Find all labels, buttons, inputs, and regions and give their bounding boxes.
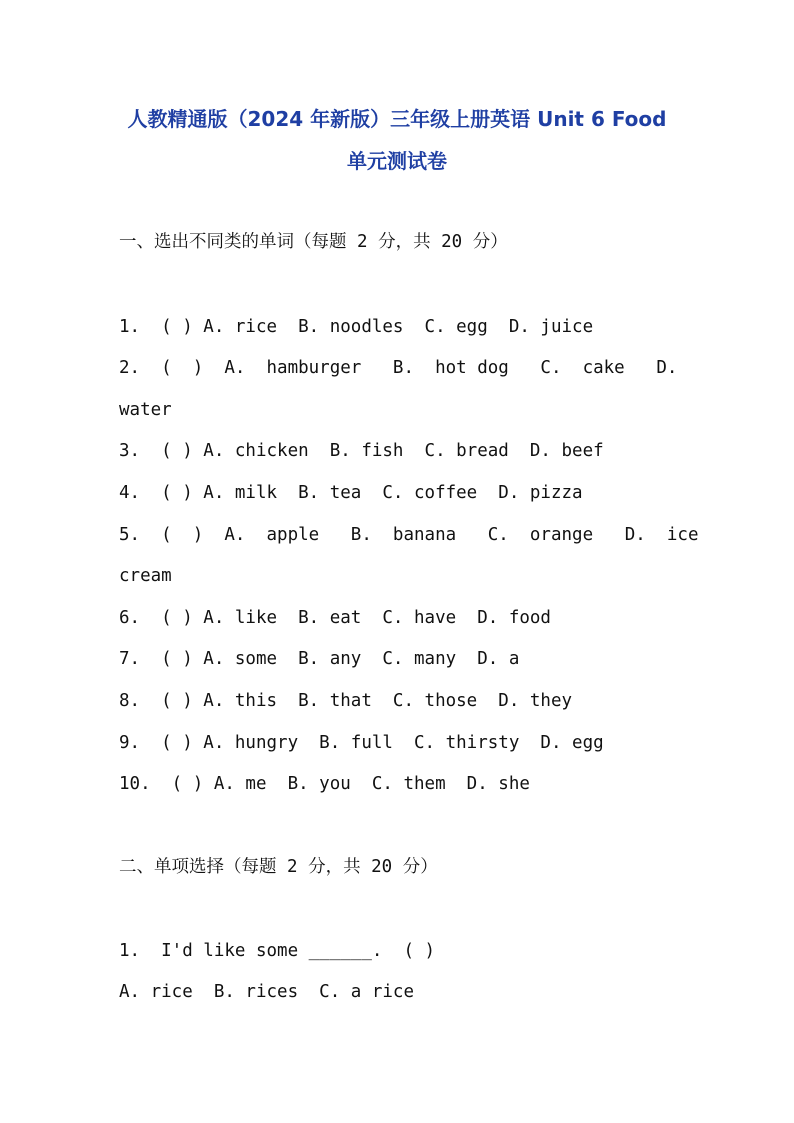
document-title-line-2: 单元测试卷 [347,149,447,173]
question-line: 1. ( ) A. rice B. noodles C. egg D. juice [119,317,594,337]
question-line: 7. ( ) A. some B. any C. many D. a [119,649,520,669]
question-line: 9. ( ) A. hungry B. full C. thirsty D. egg [119,733,604,753]
question-line: 8. ( ) A. this B. that C. those D. they [119,691,573,711]
question-line: 3. ( ) A. chicken B. fish C. bread D. beef [119,441,604,461]
question-line-continuation: water [119,400,172,420]
question-line: 4. ( ) A. milk B. tea C. coffee D. pizza [119,483,583,503]
question-line: 1. I'd like some ______. ( ) [119,941,436,961]
question-line: 10. ( ) A. me B. you C. them D. she [119,774,530,794]
section-1-heading: 一、选出不同类的单词（每题 2 分，共 20 分） [119,232,508,252]
document-title-line-1: 人教精通版（2024 年新版）三年级上册英语 Unit 6 Food [127,107,667,131]
answer-options-line: A. rice B. rices C. a rice [119,982,415,1002]
question-line: 6. ( ) A. like B. eat C. have D. food [119,608,551,628]
question-line: 5. ( ) A. apple B. banana C. orange D. ice [119,525,699,545]
question-line: 2. ( ) A. hamburger B. hot dog C. cake D. [119,358,678,378]
question-line-continuation: cream [119,566,172,586]
section-2-heading: 二、单项选择（每题 2 分，共 20 分） [119,857,438,877]
